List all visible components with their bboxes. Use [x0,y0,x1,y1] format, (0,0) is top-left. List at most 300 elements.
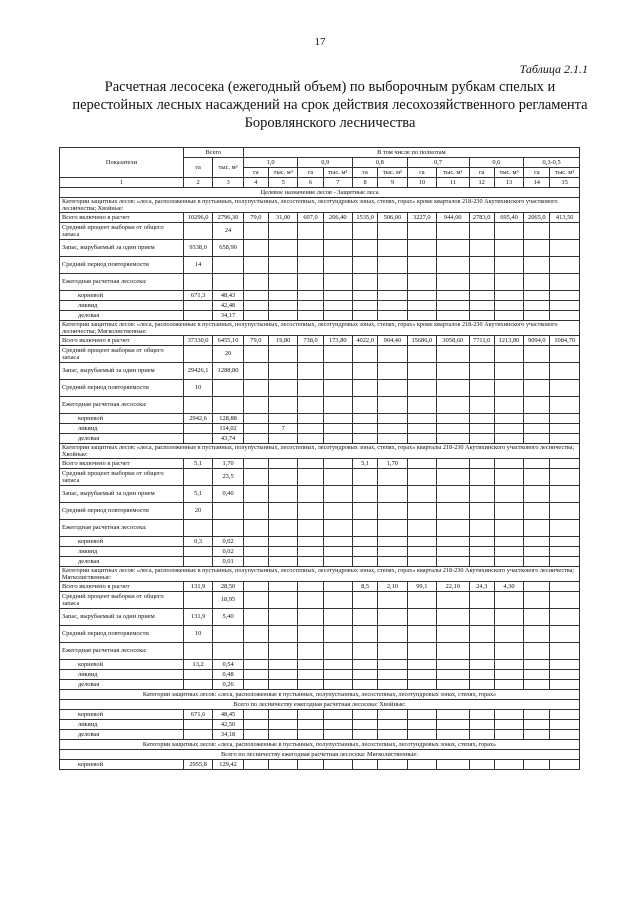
value-cell: 0,02 [213,547,243,557]
table-cell [243,346,268,363]
table-cell [437,520,470,537]
table-cell [298,469,323,486]
table-cell [437,670,470,680]
table-cell [378,660,407,670]
data-row [60,459,580,469]
data-row [60,592,580,609]
table-cell [183,424,212,434]
table-cell [550,520,580,537]
table-cell [183,311,212,321]
table-cell [550,503,580,520]
header-thous-m3: тыс. м³ [494,168,523,178]
table-cell [550,397,580,414]
summary-category-text: Категории защитных лесов: «леса, расположенные в пустынных, полупустынных, лесостепных, лесотундровых зонах, степях, горах» [60,690,580,700]
value-cell: 79,0 [243,213,268,223]
table-cell [323,643,352,660]
table-cell [407,424,436,434]
table-cell [437,730,470,740]
table-cell [407,643,436,660]
table-cell [298,520,323,537]
table-cell [524,609,550,626]
table-cell [469,291,494,301]
row-label: деловая [60,434,184,444]
table-cell [437,301,470,311]
table-cell [550,311,580,321]
row-label: Средний процент выборки от общего запаса [60,592,184,609]
table-cell [494,670,523,680]
table-cell [494,301,523,311]
data-row [60,486,580,503]
table-cell [298,592,323,609]
purpose-row [60,188,580,198]
table-cell [524,503,550,520]
table-cell [407,240,436,257]
table-cell [524,720,550,730]
row-label: Средний процент выборки от общего запаса [60,469,184,486]
value-cell [407,459,436,469]
table-cell [494,469,523,486]
table-cell [469,730,494,740]
table-cell [524,424,550,434]
row-label: Запас, вырубаемый за один прием [60,486,184,503]
table-cell [407,434,436,444]
row-label: корневой [60,760,184,770]
row-label: ликвид [60,720,184,730]
table-cell [524,469,550,486]
table-cell [298,274,323,291]
table-cell [243,670,268,680]
table-cell [298,424,323,434]
row-label: ликвид [60,301,184,311]
table-cell [469,760,494,770]
table-cell [550,469,580,486]
value-cell: 42,48 [213,301,243,311]
value-cell: 1,70 [213,459,243,469]
table-cell [494,424,523,434]
table-cell [243,626,268,643]
table-cell [298,486,323,503]
table-cell [378,547,407,557]
header-ha: га [298,168,323,178]
value-cell: 2,10 [378,582,407,592]
table-cell [437,274,470,291]
table-cell [243,557,268,567]
header-density: 0,6 [469,158,524,168]
row-label: деловая [60,680,184,690]
table-cell [494,592,523,609]
table-cell [469,486,494,503]
table-cell [243,609,268,626]
table-cell [323,760,352,770]
value-cell: 904,40 [378,336,407,346]
table-cell [269,730,298,740]
table-cell [378,311,407,321]
table-cell [494,660,523,670]
table-cell [269,397,298,414]
table-cell [243,434,268,444]
table-cell [353,240,378,257]
table-cell [269,503,298,520]
table-cell [213,626,243,643]
data-row [60,424,580,434]
table-cell [353,291,378,301]
table-cell [494,609,523,626]
table-cell [550,274,580,291]
table-cell [323,609,352,626]
column-number: 2 [183,178,212,188]
header-density: 0,8 [353,158,408,168]
value-cell: 607,0 [298,213,323,223]
table-cell [353,547,378,557]
value-cell: 23,5 [213,469,243,486]
table-cell [353,380,378,397]
table-cell [550,626,580,643]
table-cell [524,301,550,311]
row-label: деловая [60,557,184,567]
value-cell: 10 [183,380,212,397]
table-cell [269,660,298,670]
data-row [60,557,580,567]
table-cell [550,720,580,730]
table-cell [298,660,323,670]
header-density: 0,7 [407,158,469,168]
table-cell [298,537,323,547]
table-cell [378,626,407,643]
table-cell [243,537,268,547]
table-cell [550,547,580,557]
row-label: Всего включено в расчет [60,336,184,346]
table-cell [437,660,470,670]
table-cell [469,363,494,380]
table-cell [243,592,268,609]
table-cell [298,609,323,626]
row-label: Запас, вырубаемый за один прием [60,363,184,380]
value-cell: 0,48 [213,670,243,680]
table-cell [407,660,436,670]
purpose-row-text: Целевое назначение лесов - Защитные леса [60,188,580,198]
value-cell: 2955,8 [183,760,212,770]
table-cell [353,486,378,503]
table-cell [323,710,352,720]
table-cell [378,710,407,720]
row-label: ликвид [60,424,184,434]
column-number: 7 [323,178,352,188]
table-cell [269,720,298,730]
table-cell [469,240,494,257]
table-cell [269,311,298,321]
value-cell: 99,1 [407,582,436,592]
value-cell: 173,80 [323,336,352,346]
table-cell [353,626,378,643]
table-cell [469,660,494,670]
data-row [60,760,580,770]
value-cell: 0,3 [183,537,212,547]
data-row [60,582,580,592]
table-cell [298,680,323,690]
table-cell [407,537,436,547]
row-label: Средний период повторяемости [60,503,184,520]
row-label: Ежегодная расчетная лесосека: [60,274,184,291]
table-cell [323,537,352,547]
table-cell [550,363,580,380]
row-label: корневой [60,710,184,720]
header-density: 0,3-0,5 [524,158,580,168]
row-label: Ежегодная расчетная лесосека: [60,643,184,660]
column-number: 13 [494,178,523,188]
table-cell [353,537,378,547]
data-row [60,414,580,424]
category-row [60,444,580,459]
value-cell: 1288,80 [213,363,243,380]
table-cell [183,301,212,311]
table-cell [269,240,298,257]
table-cell [298,503,323,520]
table-cell [494,557,523,567]
summary-category-row [60,690,580,700]
table-cell [269,520,298,537]
table-cell [524,240,550,257]
table-cell [469,547,494,557]
data-row [60,609,580,626]
table-cell [469,311,494,321]
table-cell [269,223,298,240]
table-cell [469,223,494,240]
table-cell [469,609,494,626]
table-cell [469,414,494,424]
data-row [60,520,580,537]
value-cell [524,582,550,592]
data-row [60,626,580,643]
table-cell [378,434,407,444]
table-cell [183,274,212,291]
header-total: Всего [183,148,243,158]
table-cell [437,397,470,414]
table-cell [243,710,268,720]
table-cell [437,240,470,257]
table-cell [437,643,470,660]
value-cell: 0,54 [213,660,243,670]
table-cell [323,730,352,740]
table-cell [494,397,523,414]
category-text: Категории защитных лесов: «леса, расположенные в пустынных, полупустынных, лесостепных, лесотундровых зонах, степях, горах» кроме кварталов 218-230 Акутихинского участкового лесничества; Мягколиственные: [60,321,580,336]
table-cell [469,710,494,720]
table-cell [183,670,212,680]
table-cell [550,680,580,690]
table-cell [378,557,407,567]
table-cell [323,486,352,503]
table-cell [407,469,436,486]
value-cell [298,582,323,592]
table-cell [298,626,323,643]
table-cell [469,680,494,690]
value-cell: 10 [183,626,212,643]
table-cell [323,670,352,680]
table-cell [353,301,378,311]
category-text: Категории защитных лесов: «леса, расположенные в пустынных, полупустынных, лесостепных, лесотундровых зонах, степях, горах» кварталы 218-230 Акутихинского участкового лесничества; Мягколиственные: [60,567,580,582]
table-cell [524,274,550,291]
table-cell [550,223,580,240]
header-ha: га [407,168,436,178]
table-cell [183,547,212,557]
table-cell [524,311,550,321]
table-cell [353,397,378,414]
table-cell [323,240,352,257]
value-cell: 2796,30 [213,213,243,223]
table-cell [183,643,212,660]
value-cell: 24,3 [469,582,494,592]
table-cell [243,469,268,486]
value-cell: 128,88 [213,414,243,424]
value-cell: 14 [183,257,212,274]
table-cell [524,520,550,537]
value-cell [269,582,298,592]
table-cell [269,301,298,311]
table-cell [353,346,378,363]
table-cell [183,520,212,537]
value-cell: 48,43 [213,291,243,301]
table-cell [298,301,323,311]
row-label: деловая [60,730,184,740]
value-cell: 13,2 [183,660,212,670]
value-cell: 37330,0 [183,336,212,346]
value-cell: 114,02 [213,424,243,434]
table-cell [407,730,436,740]
value-cell: 129,42 [213,760,243,770]
table-cell [494,503,523,520]
data-row [60,537,580,547]
table-cell [353,274,378,291]
page-number: 17 [314,36,326,48]
table-cell [298,240,323,257]
header-density: 0,9 [298,158,353,168]
column-number: 9 [378,178,407,188]
table-cell [550,257,580,274]
table-cell [323,311,352,321]
table-cell [378,760,407,770]
table-cell [243,414,268,424]
value-cell [469,459,494,469]
value-cell [298,459,323,469]
table-cell [243,380,268,397]
table-cell [243,291,268,301]
table-cell [550,609,580,626]
table-cell [298,760,323,770]
header-thous-m3: тыс. м³ [550,168,580,178]
row-label: корневой [60,660,184,670]
column-number: 15 [550,178,580,188]
value-cell: 4,30 [494,582,523,592]
data-row [60,660,580,670]
value-cell: 0,26 [213,680,243,690]
table-cell [269,592,298,609]
row-label: Средний период повторяемости [60,257,184,274]
header-thous-m3: тыс. м³ [269,168,298,178]
row-label: ликвид [60,547,184,557]
table-cell [353,434,378,444]
table-cell [437,557,470,567]
table-cell [469,434,494,444]
value-cell: 738,0 [298,336,323,346]
column-number: 11 [437,178,470,188]
table-cell [437,223,470,240]
value-cell: 20 [213,346,243,363]
table-cell [437,414,470,424]
table-cell [524,257,550,274]
row-label: Средний период повторяемости [60,626,184,643]
row-label: Средний процент выборки от общего запаса [60,346,184,363]
table-cell [407,311,436,321]
table-cell [407,414,436,424]
data-row [60,547,580,557]
table-number: Таблица 2.1.1 [519,62,588,76]
table-cell [298,363,323,380]
table-cell [269,291,298,301]
table-cell [269,380,298,397]
table-cell [269,710,298,720]
table-cell [323,257,352,274]
table-cell [298,434,323,444]
table-cell [323,626,352,643]
data-row [60,670,580,680]
table-cell [524,414,550,424]
value-cell: 413,50 [550,213,580,223]
row-label: Всего включено в расчет [60,459,184,469]
table-cell [437,626,470,643]
value-cell: 48,45 [213,710,243,720]
table-cell [469,720,494,730]
summary-subtitle-row [60,700,580,710]
column-number: 5 [269,178,298,188]
table-cell [494,291,523,301]
table-cell [494,274,523,291]
data-row [60,710,580,720]
table-cell [437,609,470,626]
value-cell: 15686,0 [407,336,436,346]
table-cell [407,301,436,311]
table-cell [243,643,268,660]
table-cell [469,346,494,363]
value-cell: 2065,0 [524,213,550,223]
row-label: Средний период повторяемости [60,380,184,397]
table-cell [524,547,550,557]
category-text: Категории защитных лесов: «леса, расположенные в пустынных, полупустынных, лесостепных, лесотундровых зонах, степях, горах» кварталы 218-230 Акутихинского участкового лесничества; Хвойные: [60,444,580,459]
row-label: Запас, вырубаемый за один прием [60,609,184,626]
table-cell [269,257,298,274]
table-cell [378,720,407,730]
table-cell [437,760,470,770]
table-cell [494,486,523,503]
table-cell [469,424,494,434]
table-cell [494,434,523,444]
table-cell [353,660,378,670]
value-cell: 671,6 [183,710,212,720]
summary-category-text: Категории защитных лесов: «леса, расположенные в пустынных, полупустынных, лесостепных, лесотундровых зонах, степях, горах» [60,740,580,750]
table-cell [323,274,352,291]
table-cell [243,760,268,770]
table-cell [298,380,323,397]
row-label: деловая [60,311,184,321]
table-cell [524,643,550,660]
table-cell [269,760,298,770]
value-cell: 3058,60 [437,336,470,346]
table-cell [469,592,494,609]
table-cell [469,301,494,311]
table-cell [269,547,298,557]
allowable-cut-table [59,147,580,770]
value-cell: 131,9 [183,582,212,592]
table-cell [524,363,550,380]
data-row [60,503,580,520]
